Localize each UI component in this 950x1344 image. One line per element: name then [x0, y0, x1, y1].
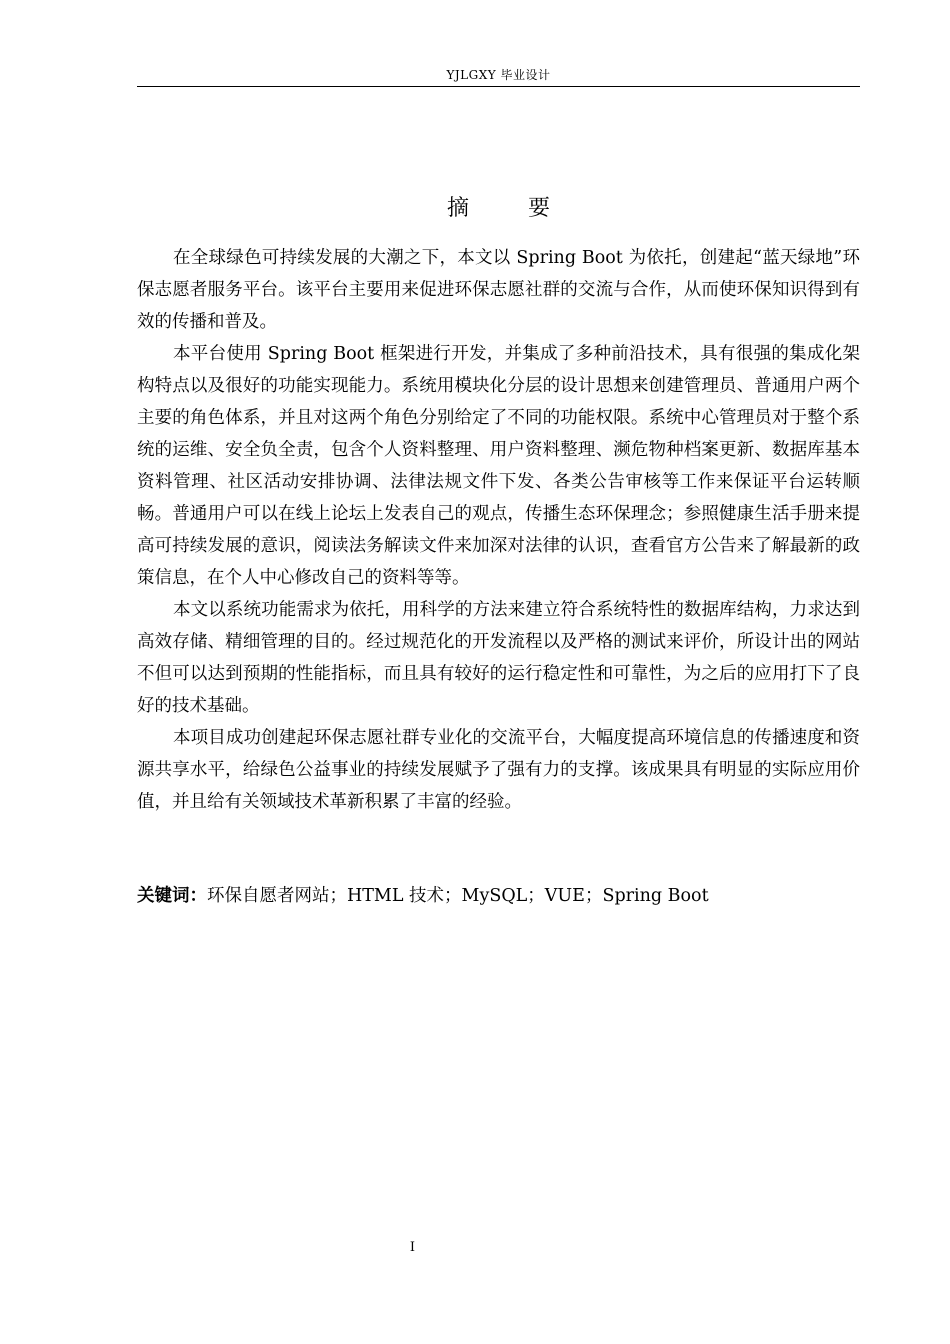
abstract-body	[137, 242, 860, 818]
page-number: I	[409, 1240, 416, 1255]
keywords-line	[137, 880, 860, 912]
keywords-text: 环保自愿者网站；HTML 技术；MySQL；VUE；Spring Boot	[207, 886, 709, 906]
keywords-label: 关键词：	[137, 886, 207, 906]
abstract-paragraph-4: 本项目成功创建起环保志愿社群专业化的交流平台，大幅度提高环境信息的传播速度和资源共享水平，给绿色公益事业的持续发展赋予了强有力的支撑。该成果具有明显的实际应用价值，并且给有关领域技术革新积累了丰富的经验。	[137, 728, 860, 812]
abstract-paragraph-3: 本文以系统功能需求为依托，用科学的方法来建立符合系统特性的数据库结构，力求达到高效存储、精细管理的目的。经过规范化的开发流程以及严格的测试来评价，所设计出的网站不但可以达到预期的性能指标，而且具有较好的运行稳定性和可靠性，为之后的应用打下了良好的技术基础。	[137, 600, 860, 716]
abstract-paragraph-2: 本平台使用 Spring Boot 框架进行开发，并集成了多种前沿技术，具有很强的集成化架构特点以及很好的功能实现能力。系统用模块化分层的设计思想来创建管理员、普通用户两个主要的角色体系，并且对这两个角色分别给定了不同的功能权限。系统中心管理员对于整个系统的运维、安全负全责，包含个人资料整理、用户资料整理、濒危物种档案更新、数据库基本资料管理、社区活动安排协调、法律法规文件下发、各类公告审核等工作来保证平台运转顺畅。普通用户可以在线上论坛上发表自己的观点，传播生态环保理念；参照健康生活手册来提高可持续发展的意识，阅读法务解读文件来加深对法律的认识，查看官方公告来了解最新的政策信息，在个人中心修改自己的资料等等。	[137, 344, 860, 588]
running-header	[137, 66, 860, 87]
header-text: YJLGXY 毕业设计	[446, 68, 551, 82]
abstract-paragraph-1: 在全球绿色可持续发展的大潮之下，本文以 Spring Boot 为依托，创建起“蓝天绿地”环保志愿者服务平台。该平台主要用来促进环保志愿社群的交流与合作，从而使环保知识得到有效的传播和普及。	[137, 248, 860, 332]
abstract-title: 摘 要	[447, 195, 576, 221]
